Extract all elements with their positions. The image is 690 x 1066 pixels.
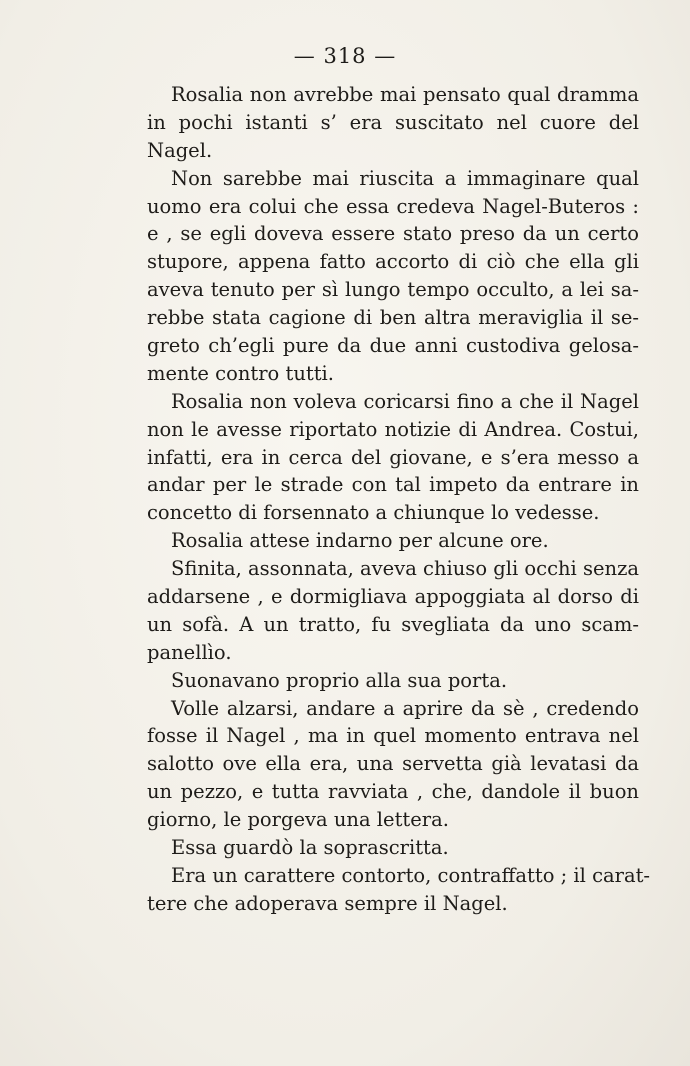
text-line: un pezzo, e tutta ravviata , che, dandole il buon — [147, 780, 639, 804]
text-line: Era un carattere contorto, contraffatto ; il carat- — [171, 863, 651, 887]
text-line: non le avesse riportato notizie di Andrea. Costui, — [147, 417, 639, 441]
page-number: — 318 — — [293, 44, 397, 68]
text-line: panellìo. — [147, 640, 232, 664]
text-line: Rosalia non avrebbe mai pensato qual dramma — [171, 83, 639, 106]
text-line: Nagel. — [147, 138, 213, 162]
text-line: Essa guardò la soprascritta. — [171, 836, 449, 860]
text-line: e , se egli doveva essere stato preso da un certo — [147, 222, 639, 246]
paragraph — [147, 834, 639, 862]
paragraph — [147, 165, 639, 388]
text-line: Suonavano proprio alla sua porta. — [171, 668, 508, 692]
paragraph — [147, 81, 639, 165]
paragraph — [147, 527, 639, 555]
text-line: infatti, era in cerca del giovane, e s’era messo a — [147, 445, 639, 469]
text-line: uomo era colui che essa credeva Nagel-Buteros : — [147, 194, 639, 218]
paragraph — [147, 555, 639, 667]
text-line: tere che adoperava sempre il Nagel. — [147, 891, 508, 915]
text-line: giorno, le porgeva una lettera. — [147, 808, 449, 832]
paragraph — [147, 388, 639, 527]
text-line: Volle alzarsi, andare a aprire da sè , credendo — [171, 696, 639, 720]
text-line: fosse il Nagel , ma in quel momento entrava nel — [147, 724, 639, 748]
text-line: concetto di forsennato a chiunque lo vedesse. — [147, 501, 600, 525]
paragraph — [147, 862, 651, 918]
text-line: andar per le strade con tal impeto da entrare in — [147, 473, 639, 497]
text-line: greto ch’egli pure da due anni custodiva gelosa- — [147, 334, 639, 358]
text-line: stupore, appena fatto accorto di ciò che ella gli — [147, 250, 639, 274]
text-line: Non sarebbe mai riuscita a immaginare qual — [171, 166, 639, 190]
text-line: salotto ove ella era, una servetta già levatasi da — [147, 752, 639, 776]
text-line: aveva tenuto per sì lungo tempo occulto, a lei sa- — [147, 278, 639, 302]
body-text — [147, 81, 651, 918]
text-line: un sofà. A un tratto, fu svegliata da uno scam- — [147, 612, 639, 636]
text-line: mente contro tutti. — [147, 361, 334, 385]
paragraph — [147, 695, 639, 834]
text-line: rebbe stata cagione di ben altra meraviglia il se- — [147, 306, 639, 330]
text-line: Rosalia attese indarno per alcune ore. — [171, 529, 549, 553]
paragraph — [147, 667, 639, 695]
text-line: in pochi istanti s’ era suscitato nel cuore del — [147, 110, 639, 134]
text-line: Rosalia non voleva coricarsi fino a che il Nagel — [171, 389, 639, 413]
text-line: addarsene , e dormigliava appoggiata al dorso di — [147, 585, 639, 609]
text-line: Sfinita, assonnata, aveva chiuso gli occhi senza — [171, 557, 639, 581]
